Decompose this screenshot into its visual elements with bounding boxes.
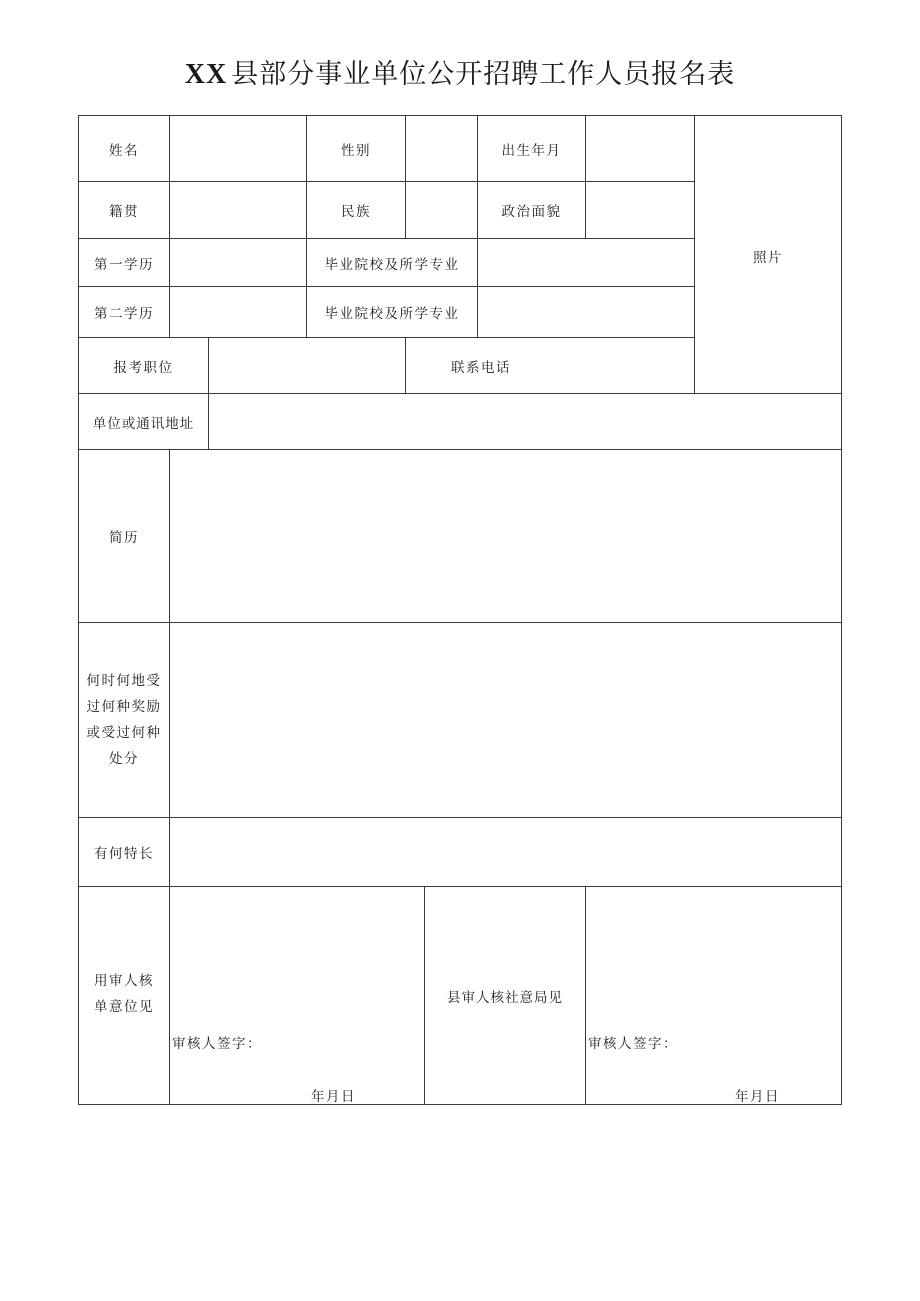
title-prefix: XX bbox=[184, 59, 228, 90]
table-border-right bbox=[841, 115, 842, 1105]
field-ethnicity[interactable] bbox=[406, 182, 477, 238]
label-employer-review-line: 用审人核 bbox=[94, 972, 154, 989]
field-gender[interactable] bbox=[406, 116, 477, 181]
label-awards-line: 何时何地受 bbox=[86, 673, 162, 689]
label-awards bbox=[79, 623, 169, 817]
field-address[interactable] bbox=[209, 394, 841, 449]
label-ethnicity: 民族 bbox=[341, 204, 371, 220]
field-first-degree[interactable] bbox=[170, 239, 306, 286]
field-awards[interactable] bbox=[170, 623, 841, 817]
label-employer-review bbox=[79, 887, 169, 1104]
field-name[interactable] bbox=[170, 116, 306, 181]
table-border-bottom bbox=[78, 1104, 842, 1105]
label-second-degree: 第二学历 bbox=[94, 306, 154, 322]
label-address: 单位或通讯地址 bbox=[92, 415, 195, 432]
field-birth[interactable] bbox=[586, 116, 694, 181]
reviewer-sign-right: 审核人签字： bbox=[588, 1036, 678, 1052]
title-text: 县部分事业单位公开招聘工作人员报名表 bbox=[231, 59, 736, 90]
label-awards-line: 过何种奖励 bbox=[86, 699, 162, 715]
label-native-place: 籍贯 bbox=[109, 204, 139, 220]
label-awards-line: 处分 bbox=[109, 751, 139, 767]
field-native-place[interactable] bbox=[170, 182, 306, 238]
label-first-degree: 第一学历 bbox=[94, 256, 154, 273]
label-employer-review-line: 单意位见 bbox=[94, 998, 154, 1015]
label-position: 报考职位 bbox=[113, 359, 174, 376]
label-phone: 联系电话 bbox=[451, 359, 511, 376]
field-second-degree[interactable] bbox=[170, 287, 306, 337]
photo-box[interactable]: 照片 bbox=[753, 250, 783, 266]
reviewer-sign-left: 审核人签字： bbox=[172, 1036, 262, 1052]
field-first-school-major[interactable] bbox=[478, 239, 694, 286]
field-second-school-major[interactable] bbox=[478, 287, 694, 337]
field-position[interactable] bbox=[209, 338, 405, 393]
label-gender: 性别 bbox=[341, 142, 371, 159]
label-name: 姓名 bbox=[109, 142, 139, 159]
field-political-status[interactable] bbox=[586, 182, 694, 238]
field-specialty[interactable] bbox=[170, 818, 841, 886]
page-title bbox=[0, 52, 920, 91]
label-first-school-major: 毕业院校及所学专业 bbox=[324, 256, 460, 273]
field-resume[interactable] bbox=[170, 450, 841, 622]
label-second-school-major: 毕业院校及所学专业 bbox=[324, 306, 460, 322]
date-left: 年月日 bbox=[311, 1089, 356, 1105]
employer-review-box[interactable] bbox=[170, 887, 424, 1104]
label-political-status: 政治面貌 bbox=[501, 204, 562, 220]
label-resume: 简历 bbox=[109, 530, 139, 546]
field-phone[interactable] bbox=[556, 338, 694, 393]
label-county-review: 县审人核社意局见 bbox=[447, 989, 563, 1006]
label-specialty: 有何特长 bbox=[94, 846, 154, 862]
date-right: 年月日 bbox=[735, 1089, 780, 1105]
label-awards-line: 或受过何种 bbox=[86, 725, 162, 741]
label-birth: 出生年月 bbox=[501, 142, 562, 159]
county-review-box[interactable] bbox=[586, 887, 841, 1104]
